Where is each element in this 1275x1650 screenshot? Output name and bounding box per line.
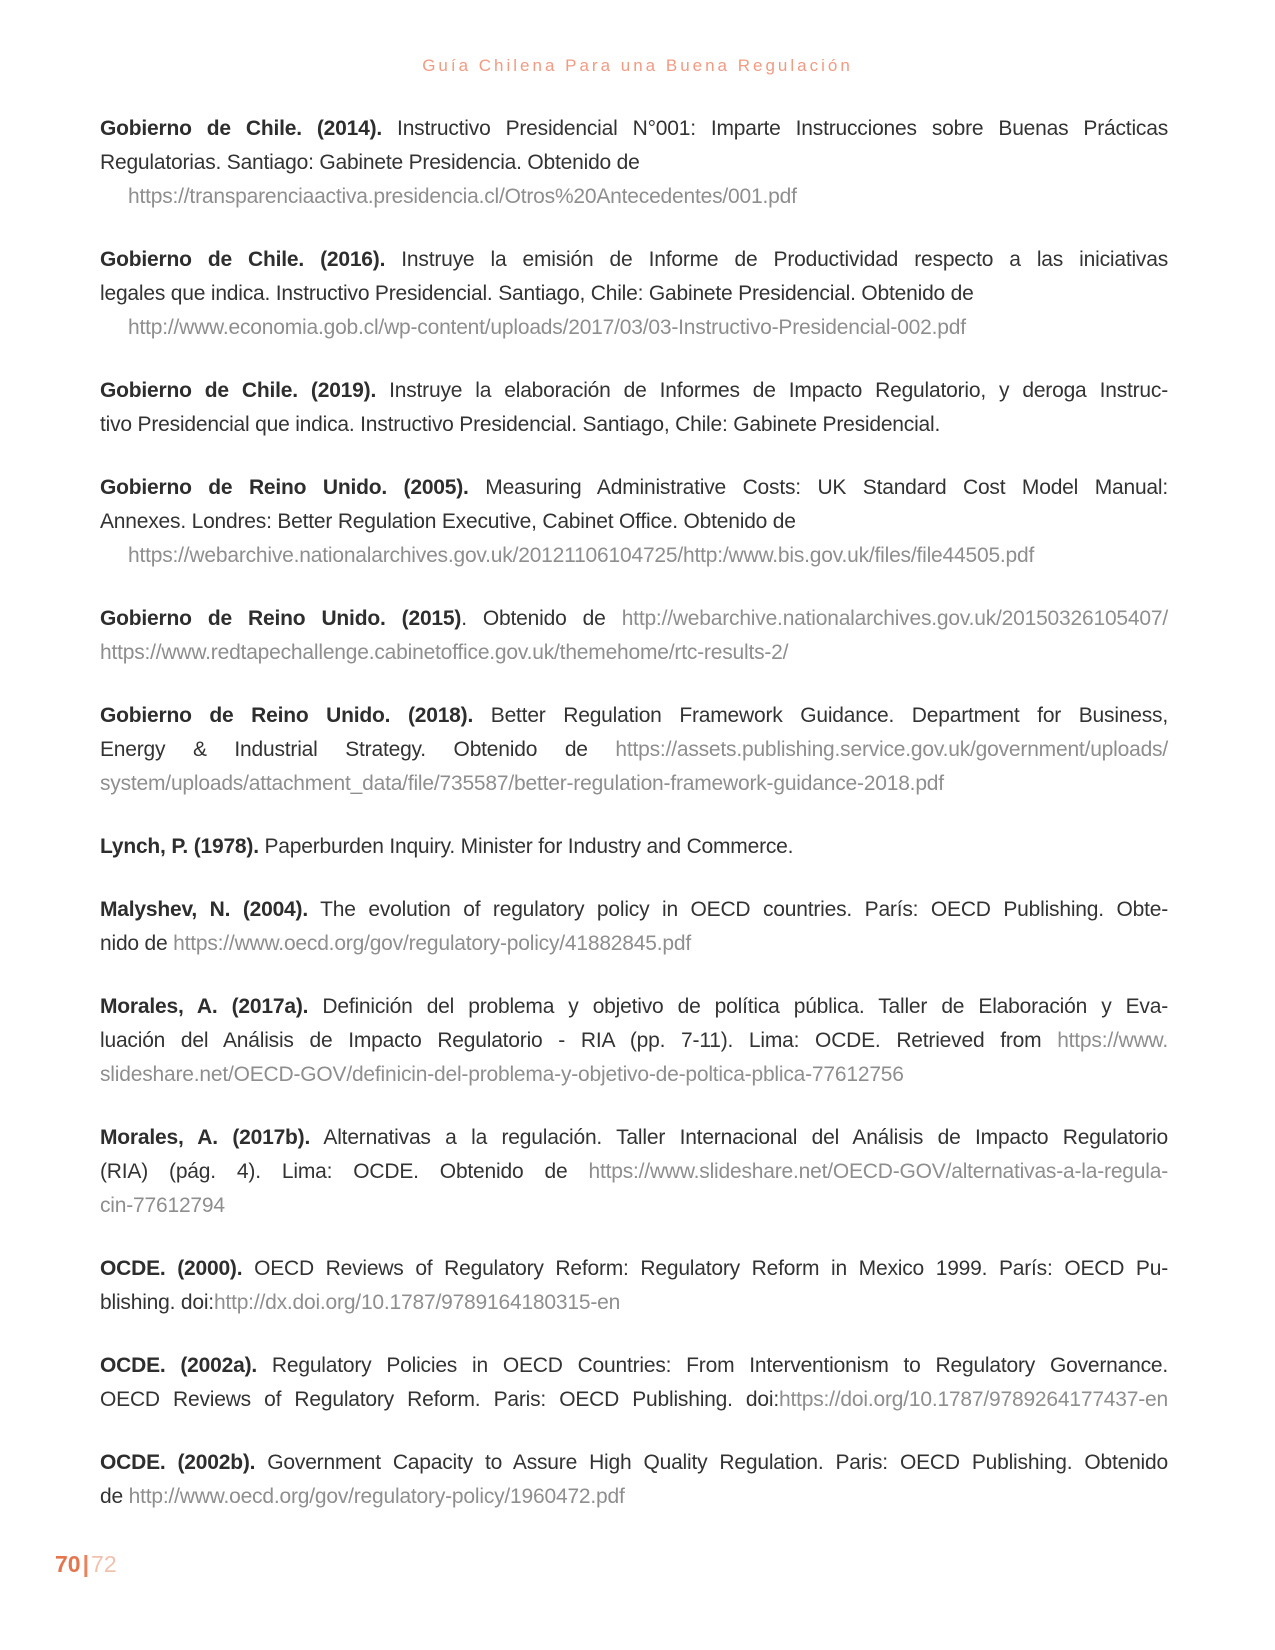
reference-author-year: Gobierno de Reino Unido. (2005). [100,476,469,499]
reference-link[interactable]: https://assets.publishing.service.gov.uk/government/uploads/ [615,738,1168,761]
reference-link[interactable]: cin-77612794 [100,1194,225,1217]
reference-line [100,1286,1168,1320]
reference-text: Paperburden Inquiry. Minister for Industry and Commerce. [258,835,794,858]
reference-link[interactable]: http://www.oecd.org/gov/regulatory-policy/1960472.pdf [128,1485,625,1508]
reference-author-year: OCDE. (2002b). [100,1451,256,1474]
reference-text: nido de [100,932,174,955]
reference-link[interactable]: https://www.redtapechallenge.cabinetoffice.gov.uk/themehome/rtc-results-2/ [100,641,789,664]
reference-line [100,602,1168,636]
reference-author-year: Malyshev, N. (2004). [100,898,308,921]
reference-entry [100,243,1168,345]
reference-entry [100,990,1168,1092]
reference-text: . Obtenido de [461,607,622,630]
reference-entry [100,1252,1168,1320]
page-number-separator: | [82,1551,90,1577]
reference-line [100,180,1168,214]
reference-text: The evolution of regulatory policy in OECD countries. París: OECD Publishing. Obte- [307,898,1168,921]
reference-link[interactable]: http://www.economia.gob.cl/wp-content/uploads/2017/03/03-Instructivo-Presidencial-002.pdf [128,316,966,339]
reference-author-year: Gobierno de Reino Unido. (2015) [100,607,462,630]
reference-line [100,112,1168,146]
reference-text: blishing. doi: [100,1291,214,1314]
reference-text: Better Regulation Framework Guidance. Department for Business, [473,704,1168,727]
reference-entry [100,699,1168,801]
reference-line [100,1480,1168,1514]
reference-text: legales que indica. Instructivo Presidencial. Santiago, Chile: Gabinete Presidencial. Obtenido de [100,282,974,305]
reference-author-year: Lynch, P. (1978). [100,835,259,858]
reference-entry [100,1349,1168,1417]
reference-text: OECD Reviews of Regulatory Reform: Regulatory Reform in Mexico 1999. París: OECD Pu- [242,1257,1168,1280]
reference-line [100,1058,1168,1092]
reference-text: Definición del problema y objetivo de política pública. Taller de Elaboración y Eva- [308,995,1168,1018]
reference-link[interactable]: https://www.slideshare.net/OECD-GOV/alternativas-a-la-regula- [588,1160,1168,1183]
reference-text: Instruye la emisión de Informe de Productividad respecto a las iniciativas [385,248,1169,271]
reference-link[interactable]: https://webarchive.nationalarchives.gov.uk/20121106104725/http:/www.bis.gov.uk/files/file44505.pdf [128,544,1035,567]
reference-line [100,1189,1168,1223]
reference-text: tivo Presidencial que indica. Instructivo Presidencial. Santiago, Chile: Gabinete Presidencial. [100,413,941,436]
references-list [100,112,1168,1514]
reference-link[interactable]: http://dx.doi.org/10.1787/9789164180315-en [213,1291,621,1314]
page-number-total: 72 [91,1551,117,1577]
reference-line [100,1155,1168,1189]
page-footer [55,1551,117,1577]
reference-entry [100,112,1168,214]
reference-text: Energy & Industrial Strategy. Obtenido de [100,738,616,761]
reference-link[interactable]: system/uploads/attachment_data/file/735587/better-regulation-framework-guidance-2018.pdf [100,772,944,795]
reference-author-year: Morales, A. (2017a). [100,995,309,1018]
reference-text: Government Capacity to Assure High Quality Regulation. Paris: OECD Publishing. Obtenido [255,1451,1168,1474]
reference-text: Regulatory Policies in OECD Countries: From Interventionism to Regulatory Governance. [257,1354,1168,1377]
reference-line [100,539,1168,573]
reference-link[interactable]: https://www.oecd.org/gov/regulatory-policy/41882845.pdf [173,932,691,955]
reference-text: Instructivo Presidencial N°001: Imparte Instrucciones sobre Buenas Prácticas [382,117,1168,140]
reference-text: Alternativas a la regulación. Taller Internacional del Análisis de Impacto Regulatorio [310,1126,1168,1149]
reference-line [100,243,1168,277]
reference-link[interactable]: slideshare.net/OECD-GOV/definicin-del-problema-y-objetivo-de-poltica-pblica-77612756 [100,1063,904,1086]
reference-text: Annexes. Londres: Better Regulation Executive, Cabinet Office. Obtenido de [100,510,796,533]
reference-author-year: Gobierno de Chile. (2019). [100,379,377,402]
reference-text: de [100,1485,129,1508]
reference-line [100,1024,1168,1058]
reference-line [100,1383,1168,1417]
reference-line [100,1446,1168,1480]
reference-link[interactable]: https://transparenciaactiva.presidencia.cl/Otros%20Antecedentes/001.pdf [128,185,797,208]
reference-line [100,893,1168,927]
reference-entry [100,471,1168,573]
reference-line [100,311,1168,345]
reference-line [100,699,1168,733]
reference-line [100,636,1168,670]
reference-line [100,374,1168,408]
reference-entry [100,830,1168,864]
reference-author-year: OCDE. (2002a). [100,1354,258,1377]
reference-text: luación del Análisis de Impacto Regulatorio - RIA (pp. 7-11). Lima: OCDE. Retrieved from [100,1029,1058,1052]
reference-link[interactable]: https://doi.org/10.1787/9789264177437-en [778,1388,1168,1411]
reference-link[interactable]: http://webarchive.nationalarchives.gov.uk/20150326105407/ [621,607,1168,630]
reference-line [100,1252,1168,1286]
reference-line [100,277,1168,311]
reference-entry [100,602,1168,670]
reference-author-year: Gobierno de Chile. (2014). [100,117,383,140]
reference-line [100,408,1168,442]
page-header: Guía Chilena Para una Buena Regulación [422,56,853,75]
reference-author-year: Gobierno de Chile. (2016). [100,248,386,271]
page-number-current: 70 [55,1551,81,1577]
reference-line [100,1121,1168,1155]
reference-author-year: Gobierno de Reino Unido. (2018). [100,704,474,727]
reference-entry [100,1446,1168,1514]
reference-link[interactable]: https://www. [1057,1029,1168,1052]
reference-text: Regulatorias. Santiago: Gabinete Presidencia. Obtenido de [100,151,640,174]
reference-author-year: OCDE. (2000). [100,1257,243,1280]
reference-author-year: Morales, A. (2017b). [100,1126,311,1149]
reference-line [100,830,1168,864]
reference-line [100,505,1168,539]
reference-line [100,733,1168,767]
reference-text: Measuring Administrative Costs: UK Standard Cost Model Manual: [468,476,1169,499]
reference-entry [100,374,1168,442]
reference-entry [100,893,1168,961]
reference-line [100,767,1168,801]
reference-line [100,990,1168,1024]
reference-entry [100,1121,1168,1223]
reference-text: OECD Reviews of Regulatory Reform. Paris: OECD Publishing. doi: [100,1388,779,1411]
reference-text: Instruye la elaboración de Informes de Impacto Regulatorio, y deroga Instruc- [376,379,1168,402]
reference-line [100,471,1168,505]
reference-line [100,1349,1168,1383]
reference-text: (RIA) (pág. 4). Lima: OCDE. Obtenido de [100,1160,589,1183]
reference-line [100,146,1168,180]
reference-line [100,927,1168,961]
